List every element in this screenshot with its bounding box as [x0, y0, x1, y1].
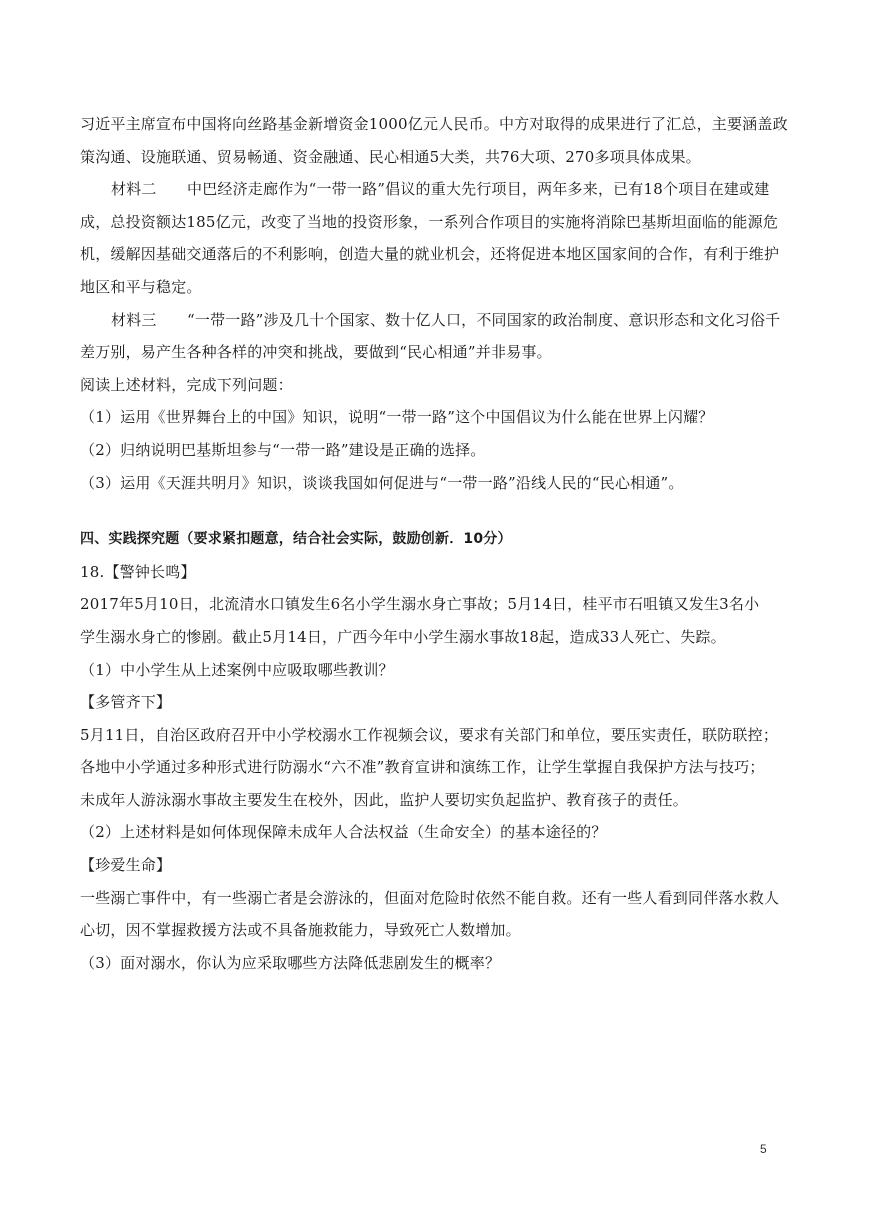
section-four-heading: 四、实践探究题（要求紧扣题意，结合社会实际，鼓励创新．10分）	[80, 531, 512, 548]
question-18-title: 18.【警钟长鸣】	[80, 562, 196, 581]
measures-line: 各地中小学通过多种形式进行防溺水“六不准”教育宣讲和演练工作，让学生掌握自我保护方法与技巧；	[80, 758, 765, 777]
material-two-line: 成，总投资额达185亿元，改变了当地的投资形象，一系列合作项目的实施将消除巴基斯坦面临的能源危	[80, 212, 779, 231]
material-two-line: 地区和平与稳定。	[80, 277, 202, 296]
measures-line: 未成年人游泳溺水事故主要发生在校外，因此，监护人要切实负起监护、教育孩子的责任。	[80, 790, 689, 809]
subsection-title-multi-measures: 【多管齐下】	[80, 693, 172, 712]
sub-question-three: （3）面对溺水，你认为应采取哪些方法降低悲剧发生的概率？	[80, 953, 501, 972]
question-one: （1）运用《世界舞台上的中国》知识，说明“一带一路”这个中国倡议为什么能在世界上闪耀？	[80, 408, 714, 427]
paragraph-line: 策沟通、设施联通、贸易畅通、资金融通、民心相通5大类，共76大项、270多项具体成果。	[80, 147, 701, 166]
section-gap	[80, 499, 795, 523]
measures-line: 5月11日，自治区政府召开中小学校溺水工作视频会议，要求有关部门和单位，要压实责任，联防联控；	[80, 725, 779, 744]
life-line: 心切，因不掌握救援方法或不具备施救能力，导致死亡人数增加。	[80, 921, 521, 940]
case-line: 学生溺水身亡的惨剧。截止5月14日，广西今年中小学生溺水事故18起，造成33人死亡、失踪。	[80, 627, 726, 646]
question-three: （3）运用《天涯共明月》知识，谈谈我国如何促进与“一带一路”沿线人民的“民心相通”。	[80, 473, 684, 492]
case-line: 2017年5月10日，北流清水口镇发生6名小学生溺水身亡事故；5月14日，桂平市石咀镇又发生3名小	[80, 595, 760, 614]
page-content	[80, 108, 795, 979]
reading-instruction: 阅读上述材料，完成下列问题：	[80, 375, 293, 394]
material-two-line: 机，缓解因基础交通落后的不利影响，创造大量的就业机会，还将促进本地区国家间的合作，有利于维护	[80, 245, 780, 264]
subsection-title-cherish-life: 【珍爱生命】	[80, 856, 172, 875]
sub-question-two: （2）上述材料是如何体现保障未成年人合法权益（生命安全）的基本途径的？	[80, 823, 607, 842]
material-three-line: 差万别，易产生各种各样的冲突和挑战，要做到“民心相通”并非易事。	[80, 343, 552, 362]
life-line: 一些溺亡事件中，有一些溺亡者是会游泳的，但面对危险时依然不能自救。还有一些人看到同伴落水救人	[80, 888, 780, 907]
material-two-line: 材料二 中巴经济走廊作为“一带一路”倡议的重大先行项目，两年多来，已有18个项目在建或建	[111, 180, 770, 199]
page-number: 5	[760, 1142, 767, 1156]
material-three-line: 材料三 “一带一路”涉及几十个国家、数十亿人口，不同国家的政治制度、意识形态和文化习俗千	[111, 310, 781, 329]
question-two: （2）归纳说明巴基斯坦参与“一带一路”建设是正确的选择。	[80, 440, 486, 459]
paragraph-line: 习近平主席宣布中国将向丝路基金新增资金1000亿元人民币。中方对取得的成果进行了汇总，主要涵盖政	[80, 115, 788, 133]
sub-question-one: （1）中小学生从上述案例中应吸取哪些教训？	[80, 660, 394, 679]
